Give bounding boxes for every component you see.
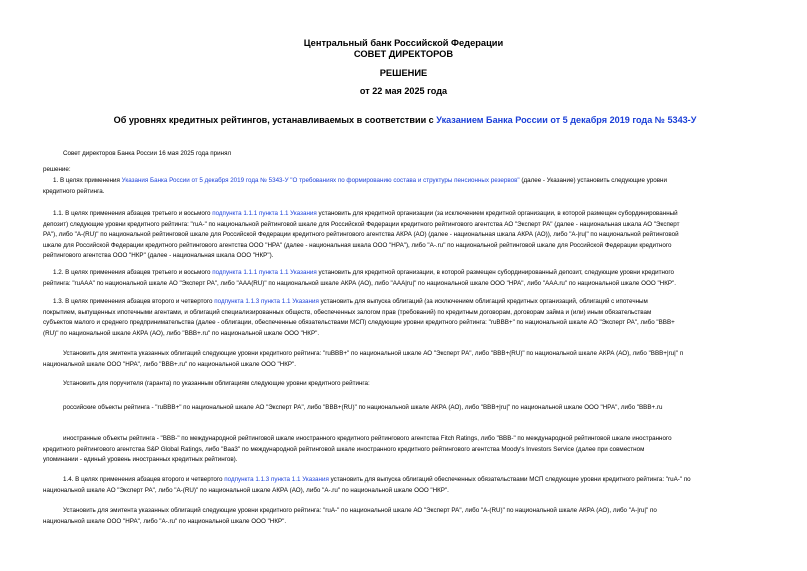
paragraph-1-1-line-4: шкале для Российской Федерации кредитного рейтингового агентства ООО "НРА" (далее - национальная шкала ООО "НРА"), либо "A-.ru" по национальной рейтинговой шкале для Российской Федерации кредитного [43, 241, 672, 249]
paragraph-1-line-2: кредитного рейтинга. [43, 187, 105, 195]
paragraph-1-3-line-2: покрытием, выпущенных ипотечными агентами, и облигаций специализированных обществ, обеспеченных залогом прав (требований) по кредитным договорам, договорам займа и (или) иным обязательствам [43, 308, 652, 316]
paragraph-1-1-line-2: депозит) следующие уровни кредитного рейтинга: "ruA-" по национальной рейтинговой шкале для Российской Федерации кредитного рейтингового агентства АО "Эксперт РА" (далее - национальная шкала АО "Эксперт [43, 220, 680, 228]
paragraph-1 [43, 176, 798, 197]
subclause-link[interactable]: подпункта 1.1.3 пункта 1.1 Указания [214, 298, 319, 305]
issuer-rating-line-1: Установить для эмитента указанных облигаций следующие уровни кредитного рейтинга: "ruBBB+" по национальной шкале АО "Эксперт РА", либо "BBB+(RU)" по национальной шкале АКРА (АО), либо "BBB+|ru|" п [63, 350, 684, 357]
paragraph-1-3-line-4: (RU)" по национальной шкале АКРА (АО), либо "BBB+.ru" по национальной шкале ООО "НКР". [43, 329, 320, 337]
paragraph-russian-objects: российские объекты рейтинга - "ruBBB+" по национальной шкале АО "Эксперт РА", либо "BBB+(RU)" по национальной шкале АКРА (АО), либо "BBB+|ru|" по национальной шкале ООО "НРА", либо "BBB+.ru [63, 404, 663, 411]
paragraph-foreign-objects [63, 434, 798, 445]
text-run: (далее - Указание) установить следующие уровни [519, 177, 667, 184]
paragraph-1-4-line-1 [43, 475, 798, 486]
title-directive-link[interactable]: Указанием Банка России от 5 декабря 2019 года № 5343-У [436, 115, 697, 125]
paragraph-1-4 [43, 475, 798, 496]
text-run: установить для кредитной организации (за исключением кредитной организации, в которой размещен субординированный [316, 210, 678, 217]
foreign-objects-line-1: иностранные объекты рейтинга - "BBB-" по международной рейтинговой шкале иностранного кредитного рейтингового агентства Fitch Ratings, либо "BBB-" по международной рейтинговой шкале иностранного [63, 435, 672, 442]
issuer-rating-line-2: национальной шкале ООО "НРА", либо "BBB+.ru" по национальной шкале ООО "НКР". [43, 360, 296, 368]
paragraph-issuer-rating [63, 349, 798, 360]
text-run: 1.4. В целях применения абзацев второго и четвертого [63, 476, 225, 483]
paragraph-1-2 [43, 268, 798, 289]
paragraph-foreign-objects-cont [43, 445, 798, 466]
text-run: установить для выпуска облигаций обеспеченных обязательствами МСП следующие уровни кредитного рейтинга: "ruA-" по [328, 476, 691, 483]
paragraph-1-1-line-5: рейтингового агентства ООО "НКР" (далее - национальная шкала ООО "НКР"). [43, 252, 274, 259]
subclause-link[interactable]: подпункта 1.1.1 пункта 1.1 Указания [212, 210, 317, 217]
paragraph-1-1-line-1 [43, 209, 798, 220]
paragraph-1-2-line-1 [43, 268, 798, 279]
document-date: от 22 мая 2025 года [359, 86, 448, 96]
board-name: СОВЕТ ДИРЕКТОРОВ [353, 49, 454, 59]
decision-label: решение: [43, 166, 71, 173]
subclause-link[interactable]: подпункта 1.1.3 пункта 1.1 Указания [224, 476, 329, 483]
paragraph-issuer-rating-2-cont [43, 517, 798, 528]
issuer-rating-2-line-1: Установить для эмитента указанных облигаций следующие уровни кредитного рейтинга: "ruA-" по национальной шкале АО "Эксперт РА", либо "A-(RU)" по национальной шкале АКРА (АО), либо "A-|ru|" по [63, 507, 657, 514]
issuer-rating-2-line-2: национальной шкале ООО "НРА", либо "A-.ru" по национальной шкале ООО "НКР". [43, 517, 287, 525]
text-run: установить для кредитной организации, в которой размещен субординированный депозит, следующие уровни кредитного [316, 269, 675, 276]
paragraph-1-3-line-3: субъектов малого и среднего предпринимательства (далее - облигации, обеспеченные обязательствами МСП) следующие уровни кредитного рейтинга: "ruBBB+" по национальной шкале АО "Эксперт РА", либо "BBB+ [43, 319, 675, 326]
text-run: установить для выпуска облигаций (за исключением облигаций кредитных организаций, облигаций с ипотечным [318, 298, 648, 305]
intro-text: Совет директоров Банка России 16 мая 2025 года принял [63, 150, 232, 157]
title-text: Об уровнях кредитных рейтингов, устанавливаемых в соответствии с [113, 115, 437, 125]
document-title [90, 115, 720, 125]
issuer-name: Центральный банк Российской Федерации [303, 38, 504, 48]
paragraph-1-4-line-2: национальной шкале АО "Эксперт РА", либо "A-(RU)" по национальной шкале АКРА (АО), либо "A-.ru" по национальной шкале ООО "НКР". [43, 486, 449, 494]
directive-link[interactable]: Указания Банка России от 5 декабря 2019 года № 5343-У "О требованиях по формированию состава и структуры пенсионных резервов" [121, 177, 520, 184]
paragraph-1-1 [43, 209, 798, 262]
paragraph-guarantor: Установить для поручителя (гаранта) по указанным облигациям следующие уровни кредитного рейтинга: [63, 380, 370, 387]
foreign-objects-line-3: упоминании - единый уровень иностранных кредитных рейтингов). [43, 456, 238, 463]
paragraph-1-3 [43, 297, 798, 339]
text-run: 1. В целях применения [53, 177, 122, 184]
foreign-objects-line-2: кредитного рейтингового агентства S&P Global Ratings, либо "Baa3" по международной рейтинговой шкале иностранного кредитного рейтингового агентства Moody's Investors Service (далее при совместном [43, 445, 645, 453]
subclause-link[interactable]: подпункта 1.1.1 пункта 1.1 Указания [212, 269, 317, 276]
paragraph-1-3-line-1 [43, 297, 798, 308]
text-run: 1.3. В целях применения абзацев второго и четвертого [53, 298, 215, 305]
text-run: 1.1. В целях применения абзацев третьего и восьмого [53, 210, 213, 217]
paragraph-issuer-rating-cont [43, 360, 798, 371]
paragraph-1-line-1 [43, 176, 798, 187]
document-type: РЕШЕНИЕ [379, 68, 428, 78]
paragraph-issuer-rating-2 [63, 506, 798, 517]
paragraph-1-1-line-3: РА"), либо "A-(RU)" по национальной рейтинговой шкале для Российской Федерации кредитного рейтингового агентства АКРА (АО) (далее - национальная шкала АКРА (АО)), либо "A-|ru|" по национальной рейтинговой [43, 231, 679, 238]
text-run: 1.2. В целях применения абзацев третьего и восьмого [53, 269, 213, 276]
paragraph-1-2-line-2: рейтинга: "ruAAA" по национальной шкале АО "Эксперт РА", либо "AAA(RU)" по национальной шкале АКРА (АО), либо "AAA|ru|" по национальной шкале ООО "НРА", либо "AAA.ru" по национальной шкале ООО "НКР". [43, 279, 676, 287]
